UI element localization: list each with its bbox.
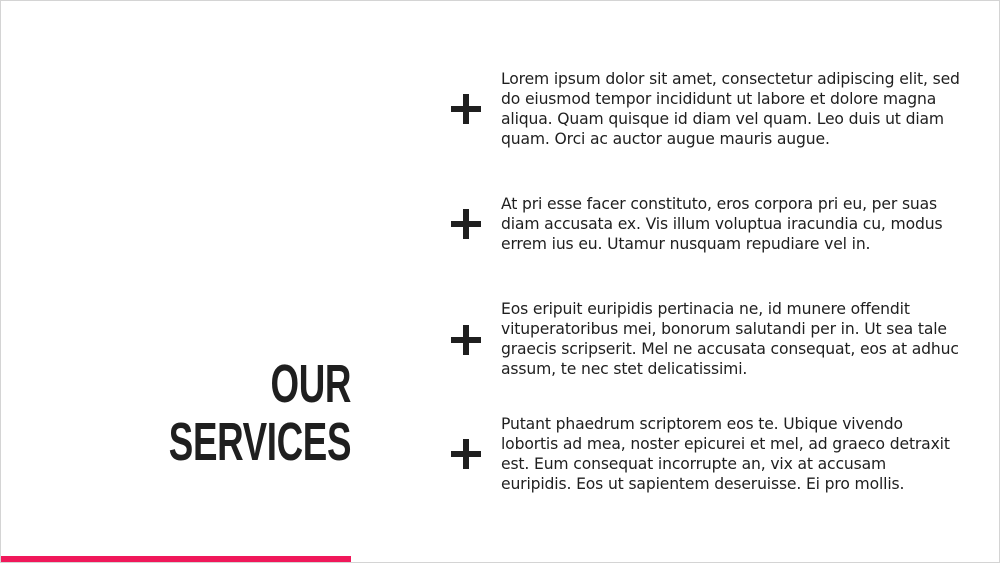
service-text: Putant phaedrum scriptorem eos te. Ubique vivendo lobortis ad mea, noster epicurei et mel, ad graeco detraxit est. Eum consequat incorrupte an, vix at accusam euripidis. Eos ut sapientem deseruisse. Ei pro mollis. [501,415,950,493]
plus-icon [449,207,483,241]
plus-icon [449,437,483,471]
title-line-2: SERVICES [168,412,351,472]
service-text: At pri esse facer constituto, eros corpora pri eu, per suas diam accusata ex. Vis illum voluptua iracundia cu, modus errem ius eu. Utamur nusquam repudiare vel in. [501,195,943,253]
title-line-1: OUR [270,354,351,414]
services-list [1,1,1000,563]
service-text: Eos eripuit euripidis pertinacia ne, id munere offendit vituperatoribus mei, bonorum salutandi per in. Ut sea tale graecis scripserit. Mel ne accusata consequat, eos at adhuc assum, te nec stet delicatissimi. [501,300,959,378]
plus-icon [449,92,483,126]
service-text: Lorem ipsum dolor sit amet, consectetur adipiscing elit, sed do eiusmod tempor incididunt ut labore et dolore magna aliqua. Quam quisque id diam vel quam. Leo duis ut diam quam. Orci ac auctor augue mauris augue. [501,70,960,148]
plus-icon [449,323,483,357]
